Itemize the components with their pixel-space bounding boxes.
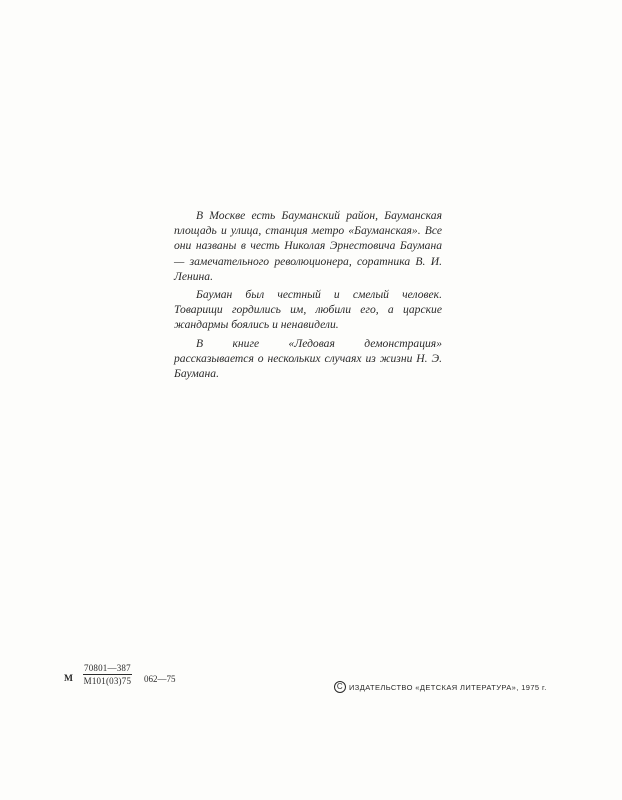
copyright-line xyxy=(334,680,547,694)
code-letter: М xyxy=(64,674,73,684)
code-numerator: 70801—387 xyxy=(84,663,131,673)
copyright-icon: C xyxy=(334,681,346,693)
code-denominator: М101(03)75 xyxy=(83,676,132,686)
code-number: 062—75 xyxy=(144,674,176,684)
annotation-text xyxy=(174,208,442,384)
paragraph: Бауман был честный и смелый человек. Товарищи гордились им, любили его, а царские жандармы боялись и ненавидели. xyxy=(174,288,442,332)
code-fraction xyxy=(83,663,132,686)
paragraph: В книге «Ледовая демонстрация» рассказывается о нескольких случаях из жизни Н. Э. Баумана. xyxy=(174,336,442,381)
copyright-text: ИЗДАТЕЛЬСТВО «ДЕТСКАЯ ЛИТЕРАТУРА», 1975 г. xyxy=(349,682,547,692)
paragraph: В Москве есть Бауманский район, Бауманская площадь и улица, станция метро «Бауманская». Все они названы в честь Николая Эрнестовича Баумана — замечательного революционера, соратника В. И. Ленина. xyxy=(174,209,442,283)
publication-code xyxy=(64,663,194,703)
